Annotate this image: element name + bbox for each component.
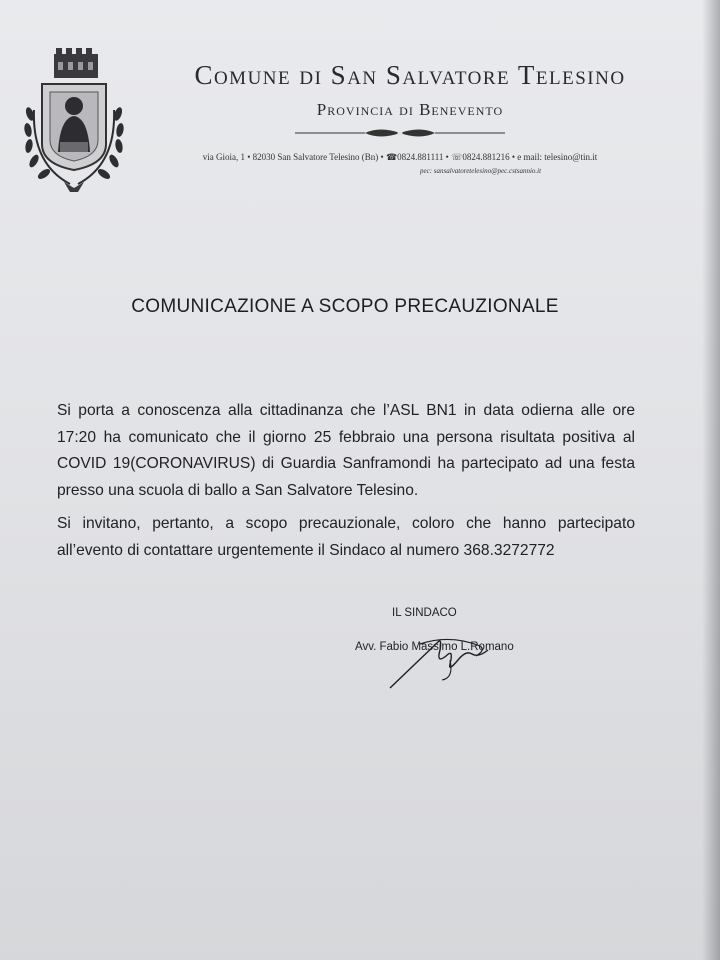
handwritten-signature-icon xyxy=(380,620,510,695)
ornament-divider-icon xyxy=(295,126,505,140)
signatory-title: IL SINDACO xyxy=(392,607,457,619)
province-name: Provincia di Benevento xyxy=(316,100,504,119)
signatory-name: Avv. Fabio Massimo L.Romano xyxy=(355,641,514,653)
body-paragraph-1: Si porta a conoscenza alla cittadinanza che l’ASL BN1 in data odierna alle ore 17:20 ha comunicato che il giorno 25 febbraio una persona risultata positiva al COVID 19(CORONAVIRUS) di Guardia Sanframondi ha partecipato ad una festa presso una scuola di ballo a San Salvatore Telesino. xyxy=(57,402,635,499)
body-paragraph-2: Si invitano, pertanto, a scopo precauzionale, coloro che hanno partecipato all’evento di contattare urgentemente il Sindaco al numero 368.3272772 xyxy=(57,515,635,559)
municipality-name: Comune di San Salvatore Telesino xyxy=(194,60,626,90)
pec-address: pec: sansalvatoretelesino@pec.cstsannio.it xyxy=(420,167,542,175)
document-title: COMUNICAZIONE A SCOPO PRECAUZIONALE xyxy=(131,296,559,317)
contact-info: via Gioia, 1 • 82030 San Salvatore Telesino (Bn) • ☎0824.881111 • ☏0824.881216 • e mail: telesino@tin.it xyxy=(202,152,598,162)
